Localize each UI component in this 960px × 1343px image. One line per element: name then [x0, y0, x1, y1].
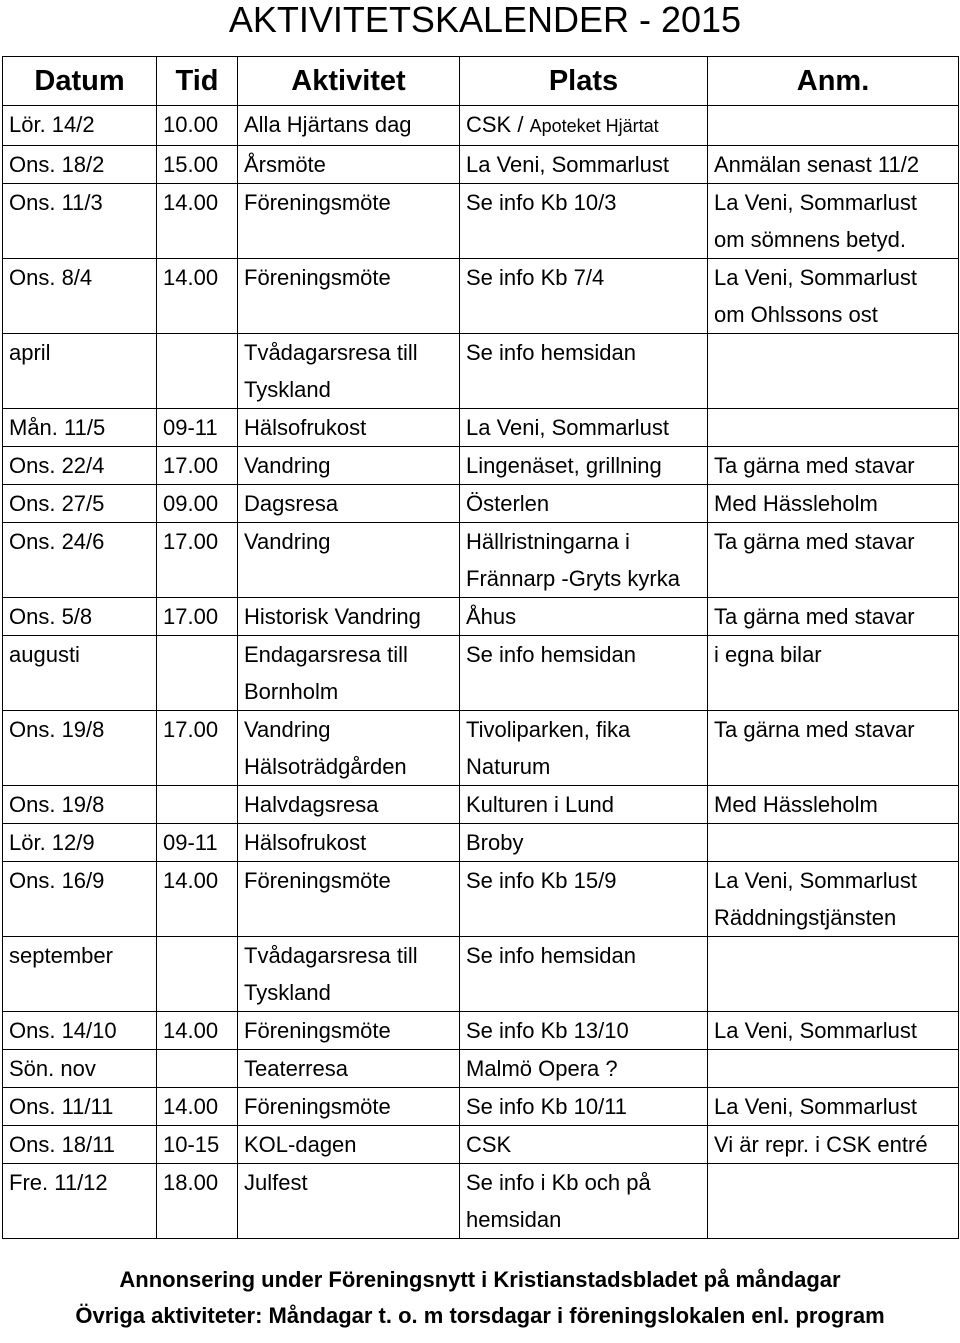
header-row — [3, 57, 959, 106]
cell-activity — [238, 598, 460, 636]
cell-time-text: 09-11 — [163, 830, 218, 855]
cell-time-text: 10.00 — [163, 112, 219, 137]
cell-date-text: Lör. 14/2 — [9, 112, 95, 137]
cell-time — [157, 334, 238, 409]
table-row — [3, 259, 959, 334]
cell-date-text: Ons. 22/4 — [9, 453, 105, 478]
cell-activity-text-line2: Hälsoträdgården — [244, 754, 407, 779]
cell-activity — [238, 523, 460, 598]
cell-date — [3, 259, 157, 334]
table-row — [3, 485, 959, 523]
cell-place-text: Lingenäset, grillning — [466, 453, 662, 478]
cell-date — [3, 409, 157, 447]
cell-date-text: april — [9, 340, 51, 365]
cell-place-text: Se info hemsidan — [466, 642, 636, 667]
cell-activity — [238, 862, 460, 937]
cell-note-text-line2: Räddningstjänsten — [714, 905, 897, 930]
cell-date — [3, 786, 157, 824]
cell-place-text: Tivoliparken, fika — [466, 717, 631, 742]
table-row — [3, 598, 959, 636]
cell-place-text: Se info Kb 10/3 — [466, 190, 617, 215]
cell-note-text: Ta gärna med stavar — [714, 453, 915, 478]
cell-place — [460, 1164, 708, 1239]
cell-note — [708, 523, 959, 598]
cell-date-text: Sön. nov — [9, 1056, 96, 1081]
cell-activity — [238, 711, 460, 786]
table-row — [3, 106, 959, 146]
cell-place-text: Se info hemsidan — [466, 943, 636, 968]
cell-place-text: Malmö Opera ? — [466, 1056, 618, 1081]
cell-time — [157, 1164, 238, 1239]
cell-note — [708, 1088, 959, 1126]
cell-time-text: 14.00 — [163, 868, 219, 893]
table-row — [3, 1050, 959, 1088]
table-row — [3, 937, 959, 1012]
table-row — [3, 1012, 959, 1050]
cell-note-text: Ta gärna med stavar — [714, 717, 915, 742]
cell-place-text: Se info Kb 10/11 — [466, 1094, 628, 1119]
cell-activity — [238, 937, 460, 1012]
cell-time-text: 14.00 — [163, 1018, 219, 1043]
cell-note — [708, 786, 959, 824]
column-header-time: Tid — [157, 57, 238, 106]
cell-activity — [238, 485, 460, 523]
cell-date — [3, 1050, 157, 1088]
cell-note-text: Med Hässleholm — [714, 491, 878, 516]
cell-date — [3, 485, 157, 523]
cell-activity-text: Tvådagarsresa till — [244, 943, 418, 968]
footer-advert-note: Annonsering under Föreningsnytt i Kristianstadsbladet på måndagar — [119, 1267, 841, 1292]
cell-time-text: 10-15 — [163, 1132, 220, 1157]
cell-place-text: Se info i Kb och på — [466, 1170, 651, 1195]
cell-activity-text: Teaterresa — [244, 1056, 348, 1081]
cell-note — [708, 937, 959, 1012]
cell-activity-text: Endagarsresa till — [244, 642, 408, 667]
column-header-note: Anm. — [708, 57, 959, 106]
cell-note-text: Anmälan senast 11/2 — [714, 152, 920, 177]
cell-place — [460, 146, 708, 184]
cell-time-text: 15.00 — [163, 152, 219, 177]
cell-note-text: La Veni, Sommarlust — [714, 868, 917, 893]
cell-note — [708, 1126, 959, 1164]
cell-place-text: Broby — [466, 830, 524, 855]
cell-date-text: Ons. 19/8 — [9, 792, 105, 817]
cell-activity — [238, 409, 460, 447]
cell-note — [708, 106, 959, 146]
table-row — [3, 334, 959, 409]
cell-note — [708, 485, 959, 523]
cell-date-text: Ons. 8/4 — [9, 265, 93, 290]
cell-activity-text: Föreningsmöte — [244, 190, 391, 215]
cell-time — [157, 1088, 238, 1126]
cell-time — [157, 824, 238, 862]
cell-time — [157, 636, 238, 711]
cell-activity-text-line2: Bornholm — [244, 679, 339, 704]
cell-activity-text-line2: Tyskland — [244, 980, 331, 1005]
column-header-place: Plats — [460, 57, 708, 106]
cell-date-text: Ons. 19/8 — [9, 717, 105, 742]
cell-note-text: Ta gärna med stavar — [714, 529, 915, 554]
cell-place-text: Åhus — [466, 604, 517, 629]
cell-place — [460, 1126, 708, 1164]
cell-place-text: Hällristningarna i — [466, 529, 630, 554]
table-row — [3, 711, 959, 786]
cell-place — [460, 259, 708, 334]
cell-place — [460, 824, 708, 862]
cell-note — [708, 636, 959, 711]
cell-date-text: september — [9, 943, 113, 968]
cell-time-text: 14.00 — [163, 1094, 219, 1119]
cell-activity — [238, 1050, 460, 1088]
cell-date — [3, 184, 157, 259]
cell-time — [157, 862, 238, 937]
table-row — [3, 447, 959, 485]
cell-activity-text: Vandring — [244, 453, 331, 478]
cell-date-text: Ons. 27/5 — [9, 491, 105, 516]
cell-time — [157, 1050, 238, 1088]
cell-activity-text: Tvådagarsresa till — [244, 340, 418, 365]
cell-place-text: Österlen — [466, 491, 550, 516]
cell-time — [157, 184, 238, 259]
cell-place-small-text: Apoteket Hjärtat — [529, 116, 659, 136]
cell-activity — [238, 259, 460, 334]
cell-place — [460, 937, 708, 1012]
cell-activity — [238, 786, 460, 824]
cell-date — [3, 598, 157, 636]
cell-activity-text: Årsmöte — [244, 152, 326, 177]
cell-note-text: La Veni, Sommarlust — [714, 190, 917, 215]
cell-note-text: Vi är repr. i CSK entré — [714, 1132, 928, 1157]
cell-time-text: 18.00 — [163, 1170, 219, 1195]
cell-place — [460, 711, 708, 786]
cell-date — [3, 334, 157, 409]
cell-note — [708, 824, 959, 862]
cell-note-text: La Veni, Sommarlust — [714, 265, 917, 290]
cell-activity — [238, 824, 460, 862]
cell-date-text: Ons. 11/11 — [9, 1094, 114, 1119]
activity-calendar-table — [2, 56, 959, 1239]
cell-date-text: Ons. 18/2 — [9, 152, 105, 177]
cell-activity — [238, 447, 460, 485]
cell-date — [3, 862, 157, 937]
cell-date — [3, 447, 157, 485]
cell-place-text-line2: Frännarp -Gryts kyrka — [466, 566, 680, 591]
cell-time — [157, 1126, 238, 1164]
cell-place — [460, 636, 708, 711]
table-row — [3, 523, 959, 598]
table-row — [3, 636, 959, 711]
cell-place — [460, 1012, 708, 1050]
cell-date-text: augusti — [9, 642, 80, 667]
cell-activity — [238, 636, 460, 711]
table-row — [3, 824, 959, 862]
cell-date — [3, 1126, 157, 1164]
cell-place — [460, 184, 708, 259]
cell-date — [3, 1164, 157, 1239]
table-row — [3, 1164, 959, 1239]
cell-note — [708, 711, 959, 786]
cell-note-text: Ta gärna med stavar — [714, 604, 915, 629]
cell-note — [708, 409, 959, 447]
cell-activity-text: Föreningsmöte — [244, 868, 391, 893]
cell-date-text: Fre. 11/12 — [9, 1170, 108, 1195]
cell-activity — [238, 334, 460, 409]
cell-activity-text: Alla Hjärtans dag — [244, 112, 412, 137]
cell-activity-text: KOL-dagen — [244, 1132, 357, 1157]
cell-activity — [238, 1126, 460, 1164]
cell-activity-text-line2: Tyskland — [244, 377, 331, 402]
footer-other-activities-note: Övriga aktiviteter: Måndagar t. o. m torsdagar i föreningslokalen enl. program — [75, 1303, 885, 1328]
cell-place-text: Se info Kb 13/10 — [466, 1018, 629, 1043]
cell-note — [708, 447, 959, 485]
cell-activity-text: Julfest — [244, 1170, 308, 1195]
cell-date-text: Ons. 14/10 — [9, 1018, 117, 1043]
cell-activity-text: Historisk Vandring — [244, 604, 421, 629]
cell-note — [708, 1050, 959, 1088]
table-row — [3, 146, 959, 184]
cell-activity — [238, 1012, 460, 1050]
cell-time — [157, 523, 238, 598]
cell-date-text: Ons. 16/9 — [9, 868, 105, 893]
cell-activity — [238, 146, 460, 184]
cell-time-text: 17.00 — [163, 453, 219, 478]
cell-place — [460, 485, 708, 523]
cell-date — [3, 523, 157, 598]
cell-place — [460, 1088, 708, 1126]
table-row — [3, 1088, 959, 1126]
cell-activity-text: Hälsofrukost — [244, 415, 367, 440]
table-row — [3, 1126, 959, 1164]
cell-place-text: Se info hemsidan — [466, 340, 636, 365]
cell-date-text: Ons. 5/8 — [9, 604, 93, 629]
cell-date-text: Ons. 24/6 — [9, 529, 105, 554]
cell-note — [708, 598, 959, 636]
cell-activity — [238, 1164, 460, 1239]
cell-place-text-line2: Naturum — [466, 754, 551, 779]
cell-activity-text: Föreningsmöte — [244, 1094, 391, 1119]
cell-note-text-line2: om sömnens betyd. — [714, 227, 906, 252]
cell-time — [157, 711, 238, 786]
cell-date — [3, 1088, 157, 1126]
cell-note-text: i egna bilar — [714, 642, 822, 667]
cell-place-text: CSK — [466, 1132, 512, 1157]
cell-note — [708, 184, 959, 259]
table-row — [3, 862, 959, 937]
cell-activity-text: Dagsresa — [244, 491, 339, 516]
cell-place — [460, 598, 708, 636]
cell-place — [460, 523, 708, 598]
cell-date-text: Lör. 12/9 — [9, 830, 95, 855]
cell-place-text: Kulturen i Lund — [466, 792, 614, 817]
cell-time — [157, 485, 238, 523]
cell-place — [460, 786, 708, 824]
cell-note — [708, 259, 959, 334]
cell-time-text: 09.00 — [163, 491, 219, 516]
cell-activity-text: Halvdagsresa — [244, 792, 379, 817]
cell-place — [460, 409, 708, 447]
cell-note — [708, 1164, 959, 1239]
cell-place — [460, 1050, 708, 1088]
cell-time-text: 17.00 — [163, 529, 219, 554]
cell-time — [157, 106, 238, 146]
cell-note — [708, 146, 959, 184]
cell-note-text: Med Hässleholm — [714, 792, 878, 817]
cell-date — [3, 146, 157, 184]
cell-date-text: Ons. 18/11 — [9, 1132, 115, 1157]
cell-activity — [238, 106, 460, 146]
cell-activity-text: Vandring — [244, 717, 331, 742]
cell-place-text: La Veni, Sommarlust — [466, 152, 669, 177]
page-title: AKTIVITETSKALENDER - 2015 — [228, 0, 742, 40]
table-row — [3, 409, 959, 447]
column-header-date: Datum — [3, 57, 157, 106]
cell-date — [3, 106, 157, 146]
cell-place-text: Se info Kb 7/4 — [466, 265, 605, 290]
cell-place-text: La Veni, Sommarlust — [466, 415, 669, 440]
cell-activity-text: Vandring — [244, 529, 331, 554]
cell-time-text: 09-11 — [163, 415, 218, 440]
cell-note-text-line2: om Ohlssons ost — [714, 302, 878, 327]
cell-note — [708, 334, 959, 409]
cell-note-text: La Veni, Sommarlust — [714, 1094, 917, 1119]
cell-date — [3, 636, 157, 711]
cell-place — [460, 862, 708, 937]
cell-date — [3, 937, 157, 1012]
cell-date — [3, 1012, 157, 1050]
cell-place-text: CSK / Apoteket Hjärtat — [466, 112, 659, 137]
cell-note — [708, 862, 959, 937]
cell-time — [157, 259, 238, 334]
cell-time — [157, 1012, 238, 1050]
cell-activity — [238, 184, 460, 259]
cell-activity-text: Hälsofrukost — [244, 830, 367, 855]
cell-time — [157, 409, 238, 447]
table-body — [3, 106, 959, 1239]
cell-note — [708, 1012, 959, 1050]
cell-time — [157, 786, 238, 824]
cell-place — [460, 334, 708, 409]
cell-time-text: 14.00 — [163, 265, 219, 290]
cell-time-text: 17.00 — [163, 717, 219, 742]
cell-time-text: 17.00 — [163, 604, 219, 629]
cell-activity-text: Föreningsmöte — [244, 1018, 391, 1043]
cell-time — [157, 447, 238, 485]
cell-place — [460, 106, 708, 146]
cell-activity-text: Föreningsmöte — [244, 265, 391, 290]
cell-time — [157, 598, 238, 636]
cell-note-text: La Veni, Sommarlust — [714, 1018, 917, 1043]
cell-date — [3, 824, 157, 862]
table-row — [3, 786, 959, 824]
table-row — [3, 184, 959, 259]
cell-place-text: Se info Kb 15/9 — [466, 868, 617, 893]
cell-date-text: Mån. 11/5 — [9, 415, 106, 440]
cell-date-text: Ons. 11/3 — [9, 190, 103, 215]
cell-time — [157, 146, 238, 184]
cell-activity — [238, 1088, 460, 1126]
cell-date — [3, 711, 157, 786]
cell-place — [460, 447, 708, 485]
cell-time-text: 14.00 — [163, 190, 219, 215]
cell-place-text-line2: hemsidan — [466, 1207, 562, 1232]
cell-time — [157, 937, 238, 1012]
column-header-activity: Aktivitet — [238, 57, 460, 106]
